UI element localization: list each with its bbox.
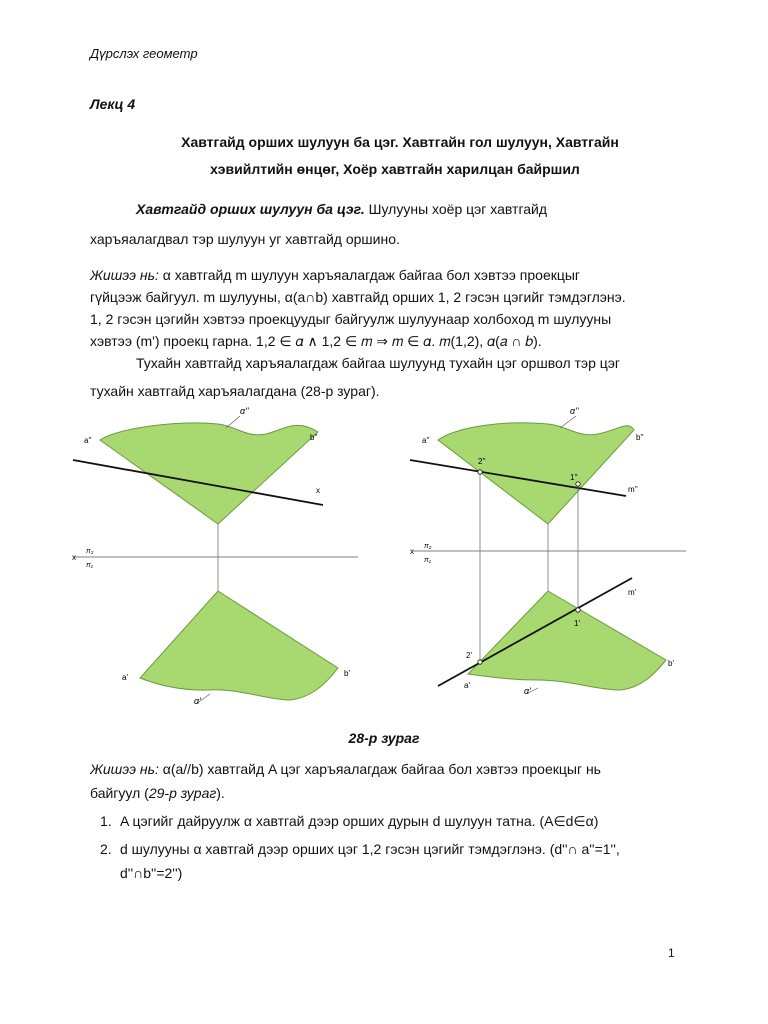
right-point-1-horizontal bbox=[576, 608, 580, 612]
header-subject: Дүрслэх геометр bbox=[90, 46, 198, 61]
left-plane-frontal bbox=[100, 423, 318, 524]
right-diagram bbox=[410, 406, 686, 696]
example2-figure-ref: 29-р зураг bbox=[148, 785, 217, 801]
figure-caption: 28-р зураг bbox=[348, 730, 420, 746]
left-diagram bbox=[72, 406, 358, 706]
left-label-b1: b' bbox=[344, 669, 350, 678]
left-label-pi2: π₂ bbox=[86, 548, 94, 555]
list-item bbox=[90, 837, 678, 861]
right-label-m1: m' bbox=[628, 588, 637, 597]
right-label-b2: b'' bbox=[636, 433, 644, 442]
list-item bbox=[90, 809, 678, 833]
right-label-point2-horizontal: 2' bbox=[466, 651, 472, 660]
left-label-alpha1: α' bbox=[194, 696, 201, 706]
example1-paragraph bbox=[90, 264, 678, 352]
example2-label: Жишээ нь: bbox=[90, 761, 159, 777]
left-label-a2: a'' bbox=[84, 436, 92, 445]
right-label-pi2: π₂ bbox=[424, 543, 432, 550]
figure-28 bbox=[68, 398, 708, 728]
right-label-a2: a'' bbox=[422, 436, 430, 445]
example1-line1: α хавтгайд m шулуун харъяалагдаж байгаа бол хэвтээ проекцыг bbox=[158, 267, 581, 283]
example1-line4: хэвтээ (m') проекц гарна. 1,2 ∈ 𝛼 ∧ 1,2 ∈ 𝑚 ⇒ 𝑚 ∈ 𝛼. 𝑚(1,2), 𝛼(𝑎 ∩ 𝑏). bbox=[90, 333, 542, 349]
right-plane-frontal bbox=[438, 423, 634, 524]
left-label-b2: b'' bbox=[310, 433, 318, 442]
example2-paragraph bbox=[90, 757, 678, 805]
page-number: 1 bbox=[668, 946, 675, 960]
list-item-text: d шулууны α хавтгай дээр орших цэг 1,2 гэсэн цэгийг тэмдэглэнэ. (d''∩ a''=1'', bbox=[120, 841, 620, 857]
example1-label: Жишээ нь: bbox=[90, 267, 159, 283]
section-title-line1: Хавтгайд орших шулуун ба цэг. Хавтгайн гол шулуун, Хавтгайн bbox=[181, 134, 619, 150]
left-axis-x-label: x bbox=[72, 553, 76, 562]
example2-line2-pre: байгуул ( bbox=[90, 785, 149, 801]
section1-text-line1: Шулууны хоёр цэг хавтгайд bbox=[364, 201, 548, 217]
right-point-2-horizontal bbox=[478, 660, 482, 664]
right-label-pi1: π₁ bbox=[424, 557, 431, 564]
right-label-point2-frontal: 2'' bbox=[478, 457, 486, 466]
right-label-alpha1: α' bbox=[524, 686, 531, 696]
section-title-line2: хэвийлтийн өнцөг, Хоёр хавтгайн харилцан байршил bbox=[210, 161, 580, 177]
section1-text-line2: харъяалагдвал тэр шулуун уг хавтгайд оршино. bbox=[90, 231, 400, 247]
lecture-label: Лекц 4 bbox=[90, 96, 136, 112]
left-label-alpha2: α'' bbox=[240, 406, 249, 416]
example2-line1: α(a//b) хавтгайд A цэг харъяалагдаж байгаа бол хэвтээ проекцыг нь bbox=[158, 761, 601, 777]
example1-line3: 1, 2 гэсэн цэгийн хэвтээ проекцуудыг байгуулж шулуунаар холбоход m шулууны bbox=[90, 311, 612, 327]
example1-line2: гүйцээж байгуул. m шулууны, α(a∩b) хавтгайд орших 1, 2 гэсэн цэгийг тэмдэглэнэ. bbox=[90, 289, 626, 305]
list-item-number: 2. bbox=[100, 841, 112, 857]
list-item bbox=[90, 861, 678, 885]
steps-list bbox=[90, 809, 678, 885]
right-label-a1: a' bbox=[464, 681, 470, 690]
right-label-m2: m'' bbox=[628, 485, 638, 494]
right-axis-x-label: x bbox=[410, 547, 414, 556]
list-item-text: A цэгийг дайруулж α хавтгай дээр орших дурын d шулуун татна. (A∈d∈α) bbox=[120, 813, 599, 829]
right-label-alpha2: α'' bbox=[570, 406, 579, 416]
example2-line2-post: ). bbox=[216, 785, 225, 801]
para2-line2: тухайн хавтгайд харъяалагдана (28-р зураг). bbox=[90, 383, 380, 399]
right-label-point1-frontal: 1'' bbox=[570, 473, 578, 482]
right-label-b1: b' bbox=[668, 659, 674, 668]
para2-line1: Тухайн хавтгайд харъяалагдаж байгаа шулуунд тухайн цэг оршвол тэр цэг bbox=[136, 355, 621, 371]
section1-paragraph bbox=[90, 198, 678, 250]
left-label-x-line: x bbox=[316, 486, 320, 495]
left-label-a1: a' bbox=[122, 673, 128, 682]
steps-list-container bbox=[90, 809, 678, 885]
right-point-1-frontal bbox=[576, 482, 580, 486]
right-plane-horizontal bbox=[468, 591, 666, 690]
right-point-2-frontal bbox=[478, 470, 482, 474]
left-label-pi1: π₁ bbox=[86, 562, 93, 569]
right-label-point1-horizontal: 1' bbox=[574, 619, 580, 628]
paragraph-2 bbox=[90, 352, 678, 402]
list-item-number: 1. bbox=[100, 813, 112, 829]
section1-heading: Хавтгайд орших шулуун ба цэг. bbox=[136, 201, 365, 217]
left-plane-horizontal bbox=[140, 591, 338, 700]
list-item-text: d''∩b''=2'') bbox=[120, 865, 183, 881]
